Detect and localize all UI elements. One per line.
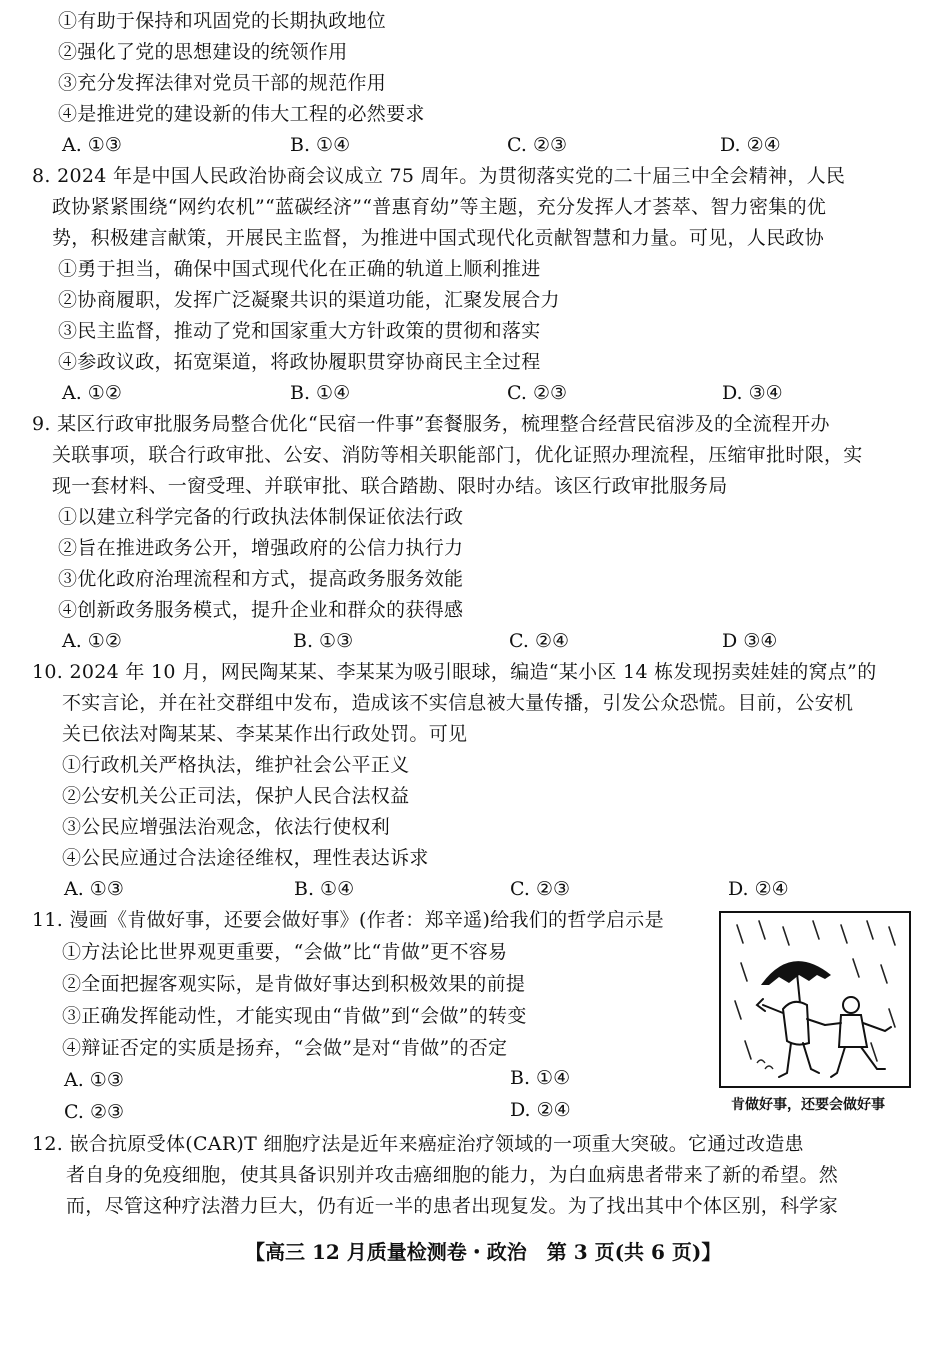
q11-option-d[interactable]: D. ②④ (510, 1099, 571, 1121)
q9-item-4: ④创新政务服务模式，提升企业和群众的获得感 (58, 599, 464, 621)
q10-stem-line-1: 10. 2024 年 10 月，网民陶某某、李某某为吸引眼球，编造“某小区 14 栋发现拐卖娃娃的窝点”的 (32, 661, 877, 683)
q10-item-1: ①行政机关严格执法，维护社会公平正义 (62, 754, 410, 776)
q11-option-c[interactable]: C. ②③ (64, 1101, 125, 1123)
q9-item-2: ②旨在推进政务公开，增强政府的公信力执行力 (58, 537, 464, 559)
q11-item-3: ③正确发挥能动性，才能实现由“肯做”到“会做”的转变 (62, 1005, 527, 1027)
q9-item-1: ①以建立科学完备的行政执法体制保证依法行政 (58, 506, 464, 528)
q9-option-c[interactable]: C. ②④ (509, 630, 570, 652)
q10-option-a[interactable]: A. ①③ (64, 878, 124, 900)
q7-item-3: ③充分发挥法律对党员干部的规范作用 (58, 72, 387, 94)
q8-stem-line-1: 8. 2024 年是中国人民政治协商会议成立 75 周年。为贯彻落实党的二十届三中全会精神，人民 (32, 165, 846, 187)
page-footer: 【高三 12 月质量检测卷・政治 第 3 页(共 6 页)】 (245, 1240, 722, 1264)
cartoon-drawing (721, 913, 909, 1086)
q7-option-d[interactable]: D. ②④ (720, 134, 781, 156)
q10-option-d[interactable]: D. ②④ (728, 878, 789, 900)
q10-option-c[interactable]: C. ②③ (510, 878, 571, 900)
q8-option-b[interactable]: B. ①④ (290, 382, 351, 404)
q7-option-c[interactable]: C. ②③ (507, 134, 568, 156)
q9-option-b[interactable]: B. ①③ (293, 630, 354, 652)
q12-stem-line-2: 者自身的免疫细胞，使其具备识别并攻击癌细胞的能力，为白血病患者带来了新的希望。然 (66, 1164, 839, 1186)
q10-stem-line-2: 不实言论，并在社交群组中发布，造成该不实信息被大量传播，引发公众恐慌。目前，公安机 (62, 692, 854, 714)
q9-stem-line-3: 现一套材料、一窗受理、并联审批、联合踏勘、限时办结。该区行政审批服务局 (52, 475, 728, 497)
q12-stem-line-1: 12. 嵌合抗原受体(CAR)T 细胞疗法是近年来癌症治疗领域的一项重大突破。它通过改造患 (32, 1133, 804, 1155)
q10-stem-line-3: 关已依法对陶某某、李某某作出行政处罚。可见 (62, 723, 468, 745)
q11-item-1: ①方法论比世界观更重要，“会做”比“肯做”更不容易 (62, 941, 508, 963)
cartoon-caption: 肯做好事，还要会做好事 (731, 1097, 885, 1113)
q12-stem-line-3: 而，尽管这种疗法潜力巨大，仍有近一半的患者出现复发。为了找出其中个体区别，科学家 (66, 1195, 839, 1217)
q7-item-1: ①有助于保持和巩固党的长期执政地位 (58, 10, 387, 32)
q8-option-d[interactable]: D. ③④ (722, 382, 783, 404)
q10-item-3: ③公民应增强法治观念，依法行使权利 (62, 816, 391, 838)
q9-option-a[interactable]: A. ①② (62, 630, 122, 652)
q10-item-2: ②公安机关公正司法，保护人民合法权益 (62, 785, 410, 807)
q8-item-2: ②协商履职，发挥广泛凝聚共识的渠道功能，汇聚发展合力 (58, 289, 560, 311)
q8-item-4: ④参政议政，拓宽渠道，将政协履职贯穿协商民主全过程 (58, 351, 541, 373)
q9-stem-line-2: 关联事项，联合行政审批、公安、消防等相关职能部门，优化证照办理流程，压缩审批时限，实 (52, 444, 863, 466)
q7-item-4: ④是推进党的建设新的伟大工程的必然要求 (58, 103, 425, 125)
q10-item-4: ④公民应通过合法途径维权，理性表达诉求 (62, 847, 429, 869)
q8-item-3: ③民主监督，推动了党和国家重大方针政策的贯彻和落实 (58, 320, 541, 342)
q11-option-a[interactable]: A. ①③ (64, 1069, 124, 1091)
q8-option-c[interactable]: C. ②③ (507, 382, 568, 404)
q11-option-b[interactable]: B. ①④ (510, 1067, 571, 1089)
q11-stem: 11. 漫画《肯做好事，还要会做好事》(作者：郑辛遥)给我们的哲学启示是 (32, 909, 664, 931)
q8-item-1: ①勇于担当，确保中国式现代化在正确的轨道上顺利推进 (58, 258, 541, 280)
q11-item-4: ④辩证否定的实质是扬弃，“会做”是对“肯做”的否定 (62, 1037, 508, 1059)
q8-stem-line-2: 政协紧紧围绕“网约农机”“蓝碳经济”“普惠育幼”等主题，充分发挥人才荟萃、智力密集的优 (52, 196, 827, 218)
q10-option-b[interactable]: B. ①④ (294, 878, 355, 900)
q7-option-b[interactable]: B. ①④ (290, 134, 351, 156)
q9-option-d[interactable]: D ③④ (722, 630, 778, 652)
q7-item-2: ②强化了党的思想建设的统领作用 (58, 41, 348, 63)
q9-stem-line-1: 9. 某区行政审批服务局整合优化“民宿一件事”套餐服务，梳理整合经营民宿涉及的全流程开办 (32, 413, 830, 435)
q8-stem-line-3: 势，积极建言献策，开展民主监督，为推进中国式现代化贡献智慧和力量。可见，人民政协 (52, 227, 825, 249)
q8-option-a[interactable]: A. ①② (62, 382, 122, 404)
q7-option-a[interactable]: A. ①③ (62, 134, 122, 156)
q9-item-3: ③优化政府治理流程和方式，提高政务服务效能 (58, 568, 464, 590)
cartoon-illustration (719, 911, 911, 1088)
q11-item-2: ②全面把握客观实际，是肯做好事达到积极效果的前提 (62, 973, 526, 995)
